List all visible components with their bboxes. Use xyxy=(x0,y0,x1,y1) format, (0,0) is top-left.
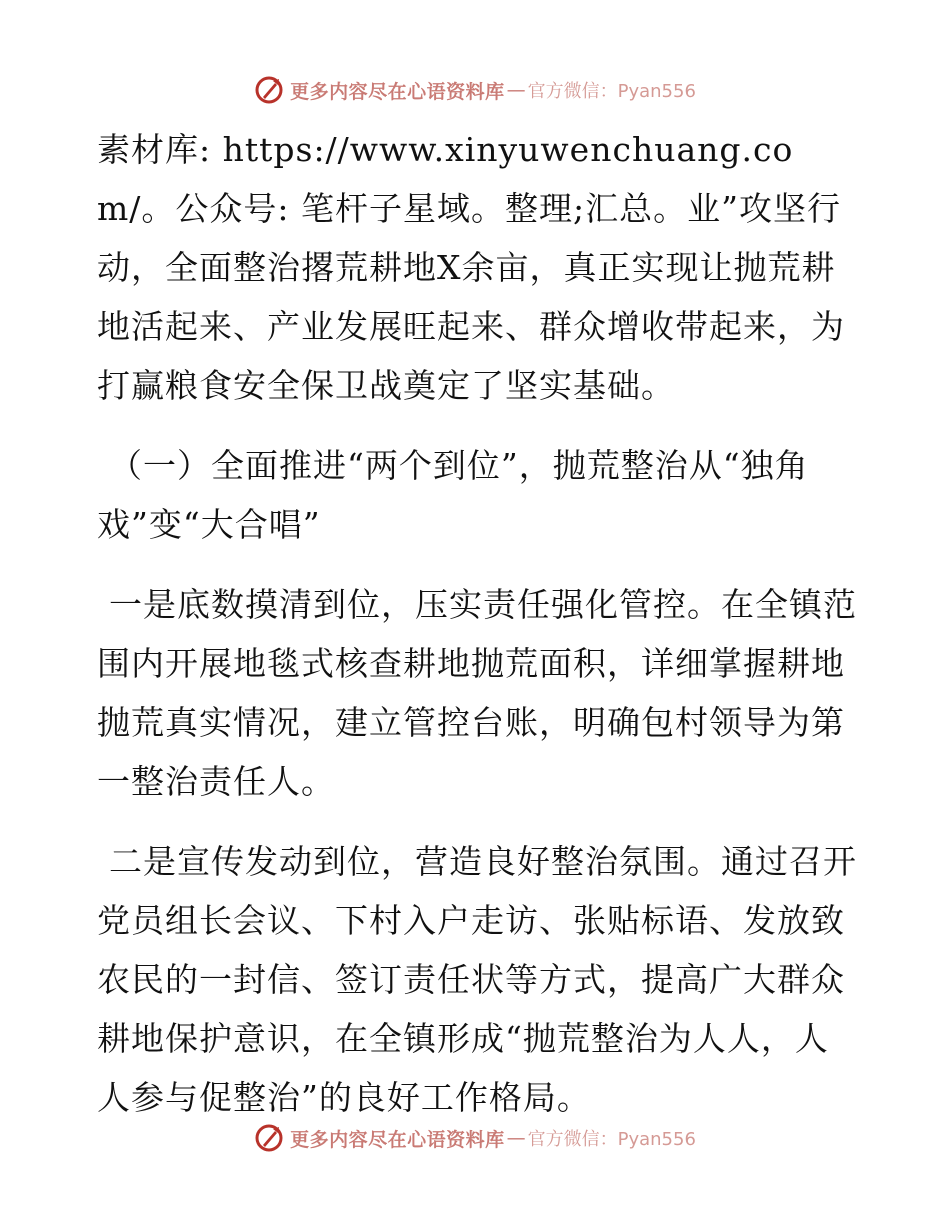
paragraph-intro: 素材库: https://www.xinyuwenchuang.com/。公众号: 笔杆子星域。整理;汇总。业”攻坚行动，全面整治撂荒耕地X余亩，真正实现让抛荒耕地活起来、产业发展旺起来、群众增收带起来，为打赢粮食安全保卫战奠定了坚实基础。 xyxy=(97,130,845,405)
banner-separator: — xyxy=(506,79,526,101)
quill-pen-logo-icon xyxy=(254,75,284,105)
banner-main-text: 更多内容尽在心语资料库 xyxy=(290,80,505,103)
header-watermark-banner xyxy=(0,70,950,110)
banner-main-text: 更多内容尽在心语资料库 xyxy=(290,1128,505,1151)
paragraph-point-one: 一是底数摸清到位，压实责任强化管控。在全镇范围内开展地毯式核查耕地抛荒面积，详细掌握耕地抛荒真实情况，建立管控台账，明确包村领导为第一整治责任人。 xyxy=(97,585,857,801)
banner-wechat-text: 官方微信：Pyan556 xyxy=(527,81,696,102)
banner-wechat-text: 官方微信：Pyan556 xyxy=(527,1129,696,1150)
quill-pen-logo-icon xyxy=(254,1123,284,1153)
footer-watermark-banner xyxy=(0,1118,950,1158)
section-heading: （一）全面推进“两个到位”，抛荒整治从“独角戏”变“大合唱” xyxy=(97,446,809,544)
banner-separator: — xyxy=(506,1127,526,1149)
document-body xyxy=(97,120,857,1148)
paragraph-point-two: 二是宣传发动到位，营造良好整治氛围。通过召开党员组长会议、下村入户走访、张贴标语、发放致农民的一封信、签订责任状等方式，提高广大群众耕地保护意识，在全镇形成“抛荒整治为人人，人人参与促整治”的良好工作格局。 xyxy=(97,842,857,1117)
